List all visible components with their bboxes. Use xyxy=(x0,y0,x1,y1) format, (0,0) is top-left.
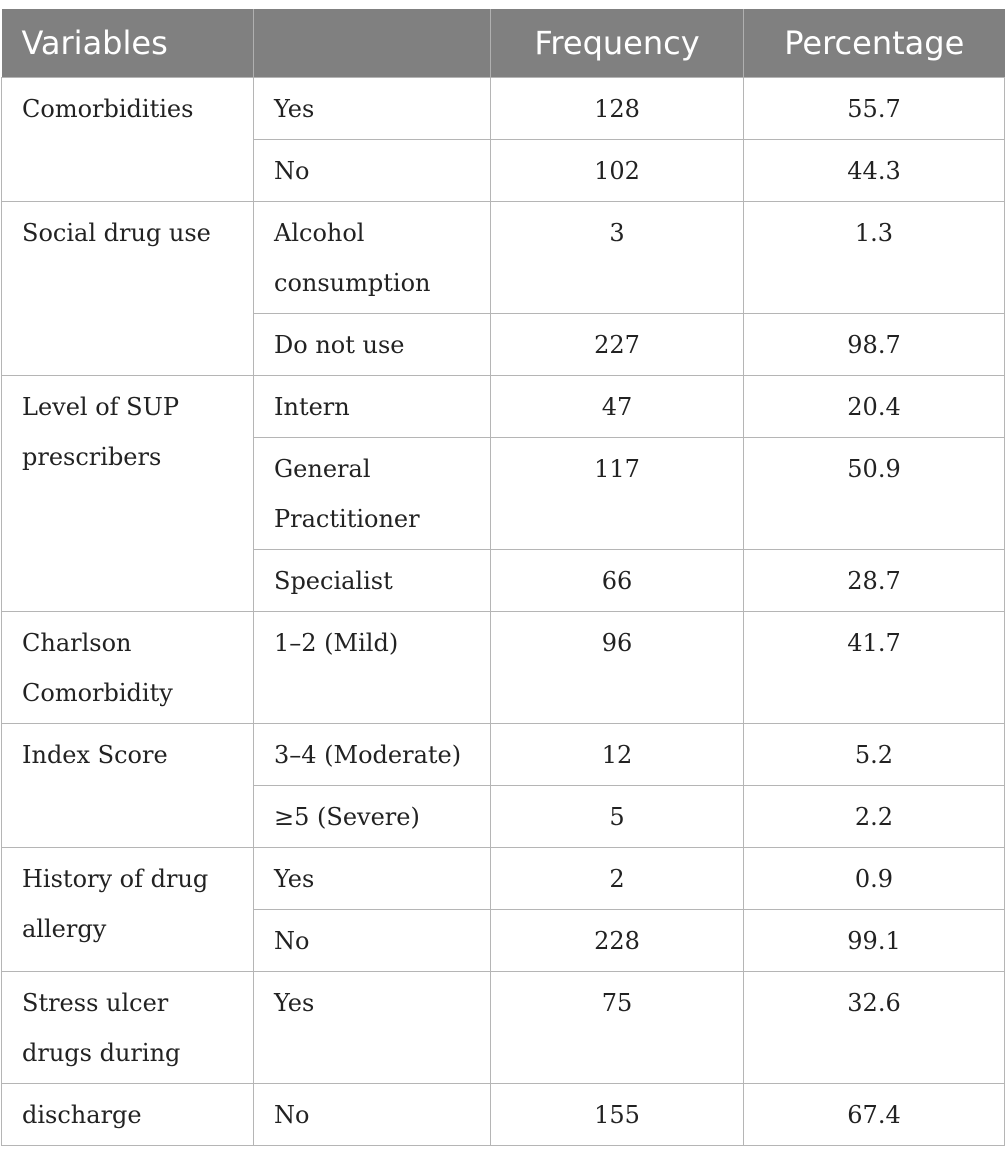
header-category xyxy=(254,9,491,78)
frequency-cell: 96 xyxy=(491,612,744,724)
frequency-cell: 5 xyxy=(491,786,744,848)
percentage-cell: 41.7 xyxy=(744,612,1005,724)
header-variables: Variables xyxy=(2,9,254,78)
frequency-cell: 227 xyxy=(491,314,744,376)
variable-cell: Social drug use xyxy=(2,202,254,376)
percentage-cell: 32.6 xyxy=(744,972,1005,1084)
frequency-cell: 66 xyxy=(491,550,744,612)
frequency-cell: 3 xyxy=(491,202,744,314)
frequency-cell: 47 xyxy=(491,376,744,438)
table-header-row xyxy=(2,9,1005,78)
frequency-cell: 75 xyxy=(491,972,744,1084)
variable-cell: History of drug allergy xyxy=(2,848,254,972)
category-cell: Do not use xyxy=(254,314,491,376)
variable-cell: Comorbidities xyxy=(2,78,254,202)
category-cell: Alcohol consumption xyxy=(254,202,491,314)
variable-cell: Stress ulcer drugs during xyxy=(2,972,254,1084)
percentage-cell: 55.7 xyxy=(744,78,1005,140)
percentage-cell: 0.9 xyxy=(744,848,1005,910)
variable-cell: Index Score xyxy=(2,724,254,848)
frequency-cell: 155 xyxy=(491,1084,744,1146)
percentage-cell: 2.2 xyxy=(744,786,1005,848)
percentage-cell: 99.1 xyxy=(744,910,1005,972)
frequency-cell: 12 xyxy=(491,724,744,786)
table-row xyxy=(2,78,1005,140)
table-row xyxy=(2,972,1005,1084)
frequency-cell: 228 xyxy=(491,910,744,972)
category-cell: Yes xyxy=(254,848,491,910)
percentage-cell: 98.7 xyxy=(744,314,1005,376)
category-cell: Specialist xyxy=(254,550,491,612)
percentage-cell: 50.9 xyxy=(744,438,1005,550)
variable-cell: Charlson Comorbidity xyxy=(2,612,254,724)
table-row xyxy=(2,612,1005,724)
frequency-cell: 117 xyxy=(491,438,744,550)
category-cell: No xyxy=(254,140,491,202)
percentage-cell: 1.3 xyxy=(744,202,1005,314)
category-cell: Intern xyxy=(254,376,491,438)
table-row xyxy=(2,724,1005,786)
header-percentage: Percentage xyxy=(744,9,1005,78)
category-cell: Yes xyxy=(254,78,491,140)
table-row xyxy=(2,202,1005,314)
percentage-cell: 67.4 xyxy=(744,1084,1005,1146)
table-row xyxy=(2,376,1005,438)
category-cell: ≥5 (Severe) xyxy=(254,786,491,848)
table-row xyxy=(2,1084,1005,1146)
frequency-cell: 128 xyxy=(491,78,744,140)
percentage-cell: 20.4 xyxy=(744,376,1005,438)
category-cell: No xyxy=(254,910,491,972)
frequency-cell: 102 xyxy=(491,140,744,202)
characteristics-table xyxy=(1,9,1005,1146)
percentage-cell: 5.2 xyxy=(744,724,1005,786)
category-cell: 1–2 (Mild) xyxy=(254,612,491,724)
percentage-cell: 28.7 xyxy=(744,550,1005,612)
variable-cell: discharge xyxy=(2,1084,254,1146)
category-cell: Yes xyxy=(254,972,491,1084)
percentage-cell: 44.3 xyxy=(744,140,1005,202)
category-cell: No xyxy=(254,1084,491,1146)
category-cell: 3–4 (Moderate) xyxy=(254,724,491,786)
variable-cell: Level of SUP prescribers xyxy=(2,376,254,612)
category-cell: General Practitioner xyxy=(254,438,491,550)
header-frequency: Frequency xyxy=(491,9,744,78)
frequency-cell: 2 xyxy=(491,848,744,910)
table-row xyxy=(2,848,1005,910)
